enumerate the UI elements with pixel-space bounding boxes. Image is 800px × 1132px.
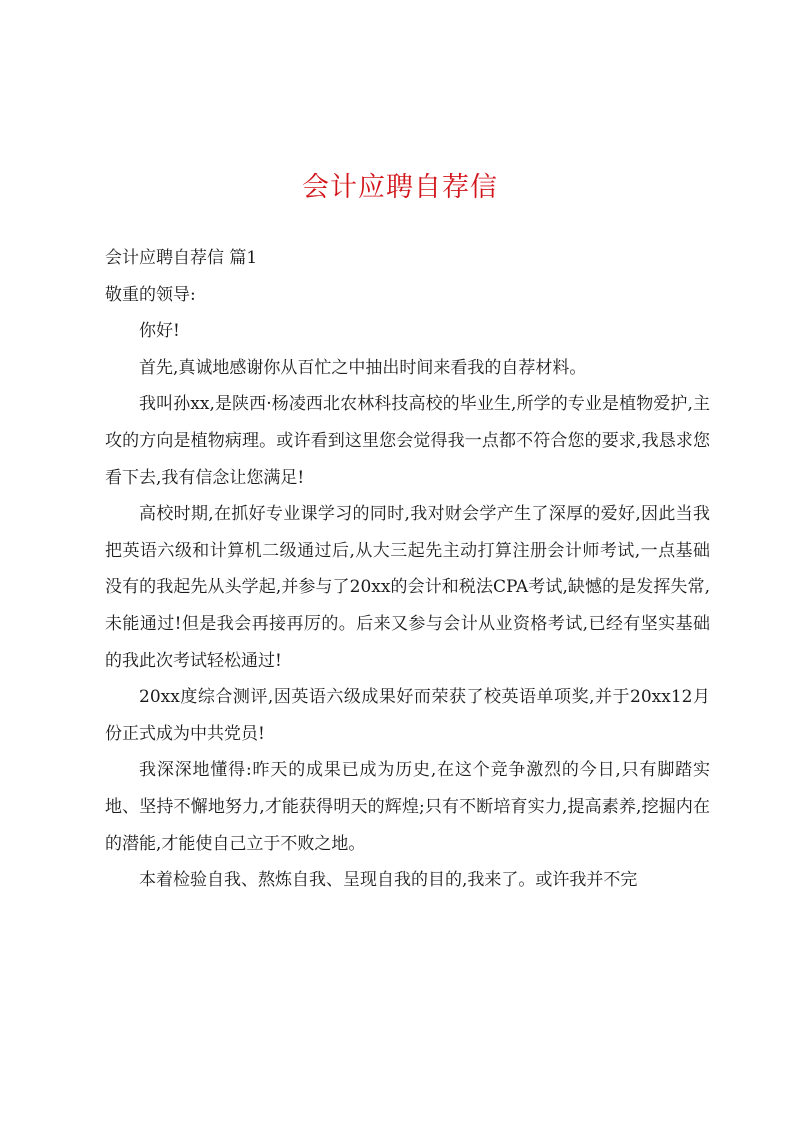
paragraph-thanks: 首先,真诚地感谢你从百忙之中抽出时间来看我的自荐材料。 bbox=[139, 357, 587, 378]
salutation: 敬重的领导: bbox=[105, 284, 196, 305]
document-title: 会计应聘自荐信 bbox=[302, 172, 498, 203]
paragraph-philosophy: 我深深地懂得:昨天的成果已成为历史,在这个竞争激烈的今日,只有脚踏实地、坚持不懈地努力,才能获得明天的辉煌;只有不断培育实力,提高素养,挖掘内在的潜能,才能使自己立于不败之地。 bbox=[105, 760, 710, 854]
paragraph-purpose: 本着检验自我、熬炼自我、呈现自我的目的,我来了。或许我并不完 bbox=[139, 870, 638, 891]
paragraph-awards: 20xx度综合测评,因英语六级成果好而荣获了校英语单项奖,并于20xx12月份正式成为中共党员! bbox=[105, 687, 710, 744]
paragraph-greeting: 你好! bbox=[139, 321, 180, 342]
paragraph-university-study: 高校时期,在抓好专业课学习的同时,我对财会学产生了深厚的爱好,因此当我把英语六级和计算机二级通过后,从大三起先主动打算注册会计师考试,一点基础没有的我起先从头学起,并参与了20xx的会计和税法CPA考试,缺憾的是发挥失常,未能通过!但是我会再接再厉的。后来又参与会计从业资格考试,已经有坚实基础的我此次考试轻松通过! bbox=[105, 504, 710, 671]
document-subtitle: 会计应聘自荐信 篇1 bbox=[105, 248, 258, 268]
document-body bbox=[105, 240, 710, 899]
paragraph-introduction: 我叫孙xx,是陕西·杨凌西北农林科技高校的毕业生,所学的专业是植物爱护,主攻的方向是植物病理。或许看到这里您会觉得我一点都不符合您的要求,我恳求您看下去,我有信念让您满足! bbox=[105, 394, 710, 488]
